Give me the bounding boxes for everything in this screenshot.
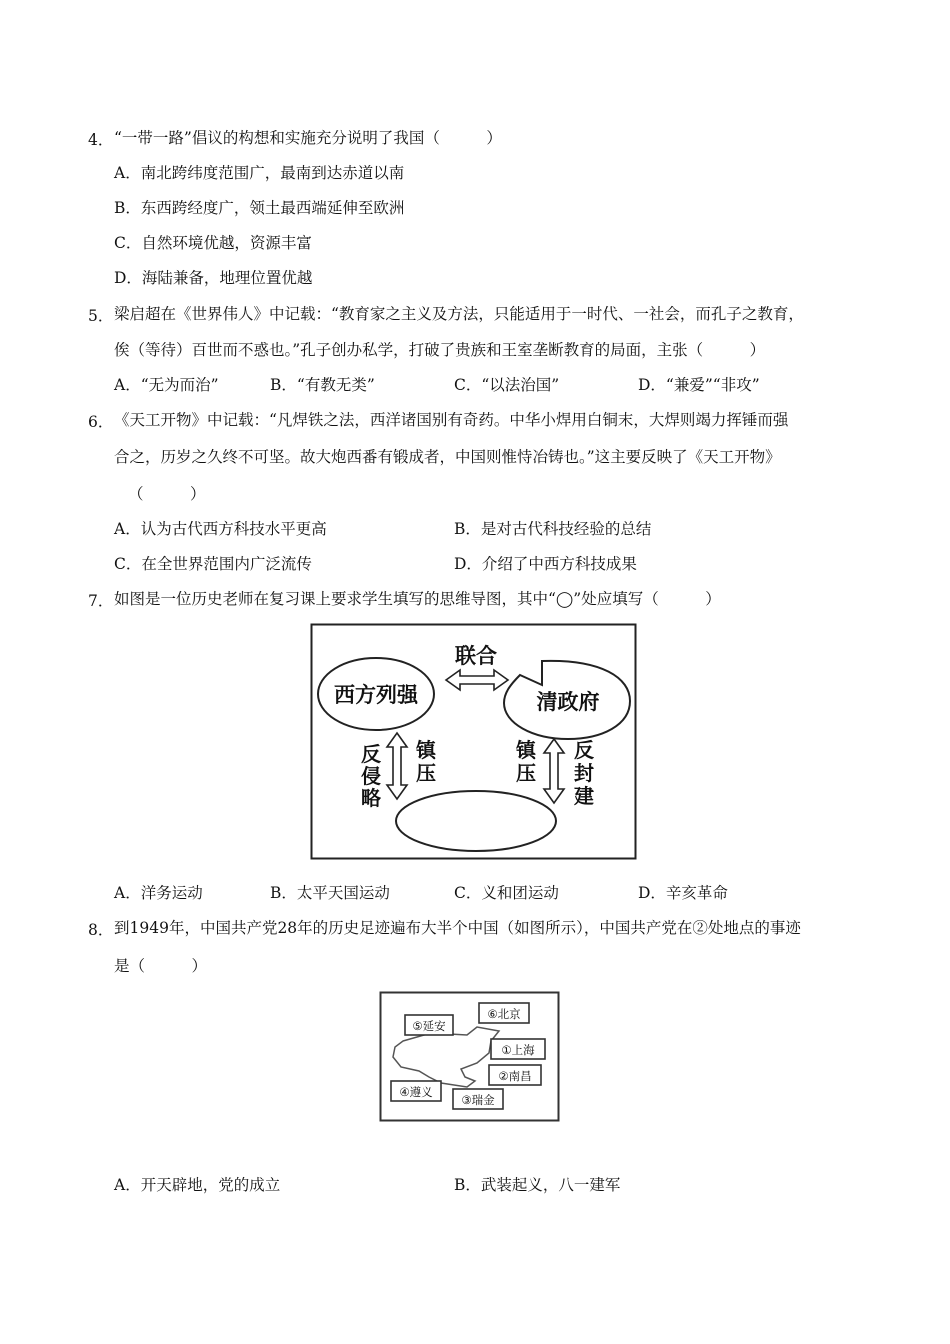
q6-option-b: B．是对古代科技经验的总结 <box>454 520 652 538</box>
q8-stem-line2: 是（ ） <box>114 957 208 975</box>
right-outer-char-3: 建 <box>574 784 594 808</box>
left-outer-char-3: 略 <box>361 786 381 810</box>
q7-option-b: B．太平天国运动 <box>270 884 390 902</box>
q4-option-b: B．东西跨经度广，领土最西端延伸至欧洲 <box>114 199 405 217</box>
q8-option-b: B．武装起义，八一建军 <box>454 1176 621 1194</box>
left-outer-char-1: 反 <box>361 742 381 766</box>
q5-option-b: B．“有教无类” <box>270 376 375 394</box>
q7-number: 7． <box>88 592 114 610</box>
q5-number: 5． <box>88 307 114 325</box>
q6-number: 6． <box>88 413 114 431</box>
q5-option-a: A．“无为而治” <box>114 376 219 394</box>
q4-option-d: D．海陆兼备，地理位置优越 <box>114 269 313 287</box>
q6-option-a: A．认为古代西方科技水平更高 <box>114 520 327 538</box>
q4-stem: “一带一路”倡议的构想和实施充分说明了我国（ ） <box>114 129 502 147</box>
mind-map-svg <box>310 623 638 861</box>
q4-option-a: A．南北跨纬度范围广，最南到达赤道以南 <box>114 164 405 182</box>
route-map-svg <box>379 991 561 1123</box>
q6-option-c: C．在全世界范围内广泛流传 <box>114 555 312 573</box>
alliance-label: 联合 <box>455 644 497 668</box>
place-label-ruijin: ③瑞金 <box>461 1093 495 1107</box>
place-label-nanchang: ②南昌 <box>498 1069 532 1083</box>
q7-option-d: D．辛亥革命 <box>638 884 728 902</box>
western-powers-label: 西方列强 <box>334 683 418 707</box>
blank-answer-ellipse <box>396 791 556 851</box>
right-inner-char-1: 镇 <box>516 738 536 762</box>
right-inner-char-2: 压 <box>516 761 536 785</box>
q7-option-a: A．洋务运动 <box>114 884 203 902</box>
q8-stem-line1: 到1949年，中国共产党28年的历史足迹遍布大半个中国（如图所示），中国共产党在②处地点的事迹 <box>114 919 801 937</box>
left-inner-char-1: 镇 <box>416 738 436 762</box>
right-outer-char-1: 反 <box>574 738 594 762</box>
q6-stem-line2: 合之，历岁之久终不可坚。故大炮西番有锻成者，中国则惟恃冶铸也。”这主要反映了《天工开物》 <box>114 448 781 466</box>
place-label-shanghai: ①上海 <box>501 1043 535 1057</box>
q8-option-a: A．开天辟地，党的成立 <box>114 1176 281 1194</box>
q8-number: 8． <box>88 921 114 939</box>
q8-route-map <box>379 991 561 1123</box>
q4-option-c: C．自然环境优越，资源丰富 <box>114 234 312 252</box>
q7-mind-map <box>310 623 638 861</box>
q5-option-c: C．“以法治国” <box>454 376 560 394</box>
qing-government-label: 清政府 <box>536 690 600 714</box>
right-outer-char-2: 封 <box>574 761 594 785</box>
q5-stem-line1: 梁启超在《世界伟人》中记载：“教育家之主义及方法，只能适用于一时代、一社会，而孔子之教育， <box>114 305 804 323</box>
place-label-yanan: ⑤延安 <box>412 1019 446 1033</box>
place-label-beijing: ⑥北京 <box>487 1007 521 1021</box>
q5-stem-line2: 俟（等待）百世而不惑也。”孔子创办私学，打破了贵族和王室垄断教育的局面，主张（ ） <box>114 341 766 359</box>
q6-stem-line3: （ ） <box>128 485 206 503</box>
left-inner-char-2: 压 <box>416 761 436 785</box>
q7-option-c: C．义和团运动 <box>454 884 559 902</box>
q4-number: 4． <box>88 131 114 149</box>
place-label-zunyi: ④遵义 <box>399 1085 433 1099</box>
q6-option-d: D．介绍了中西方科技成果 <box>454 555 637 573</box>
q6-stem-line1: 《天工开物》中记载：“凡焊铁之法，西洋诸国别有奇药。中华小焊用白铜末，大焊则竭力挥锤而强 <box>114 411 789 429</box>
left-outer-char-2: 侵 <box>361 764 381 788</box>
q5-option-d: D．“兼爱”“非攻” <box>638 376 760 394</box>
q7-stem: 如图是一位历史老师在复习课上要求学生填写的思维导图，其中“◯”处应填写（ ） <box>114 590 721 608</box>
